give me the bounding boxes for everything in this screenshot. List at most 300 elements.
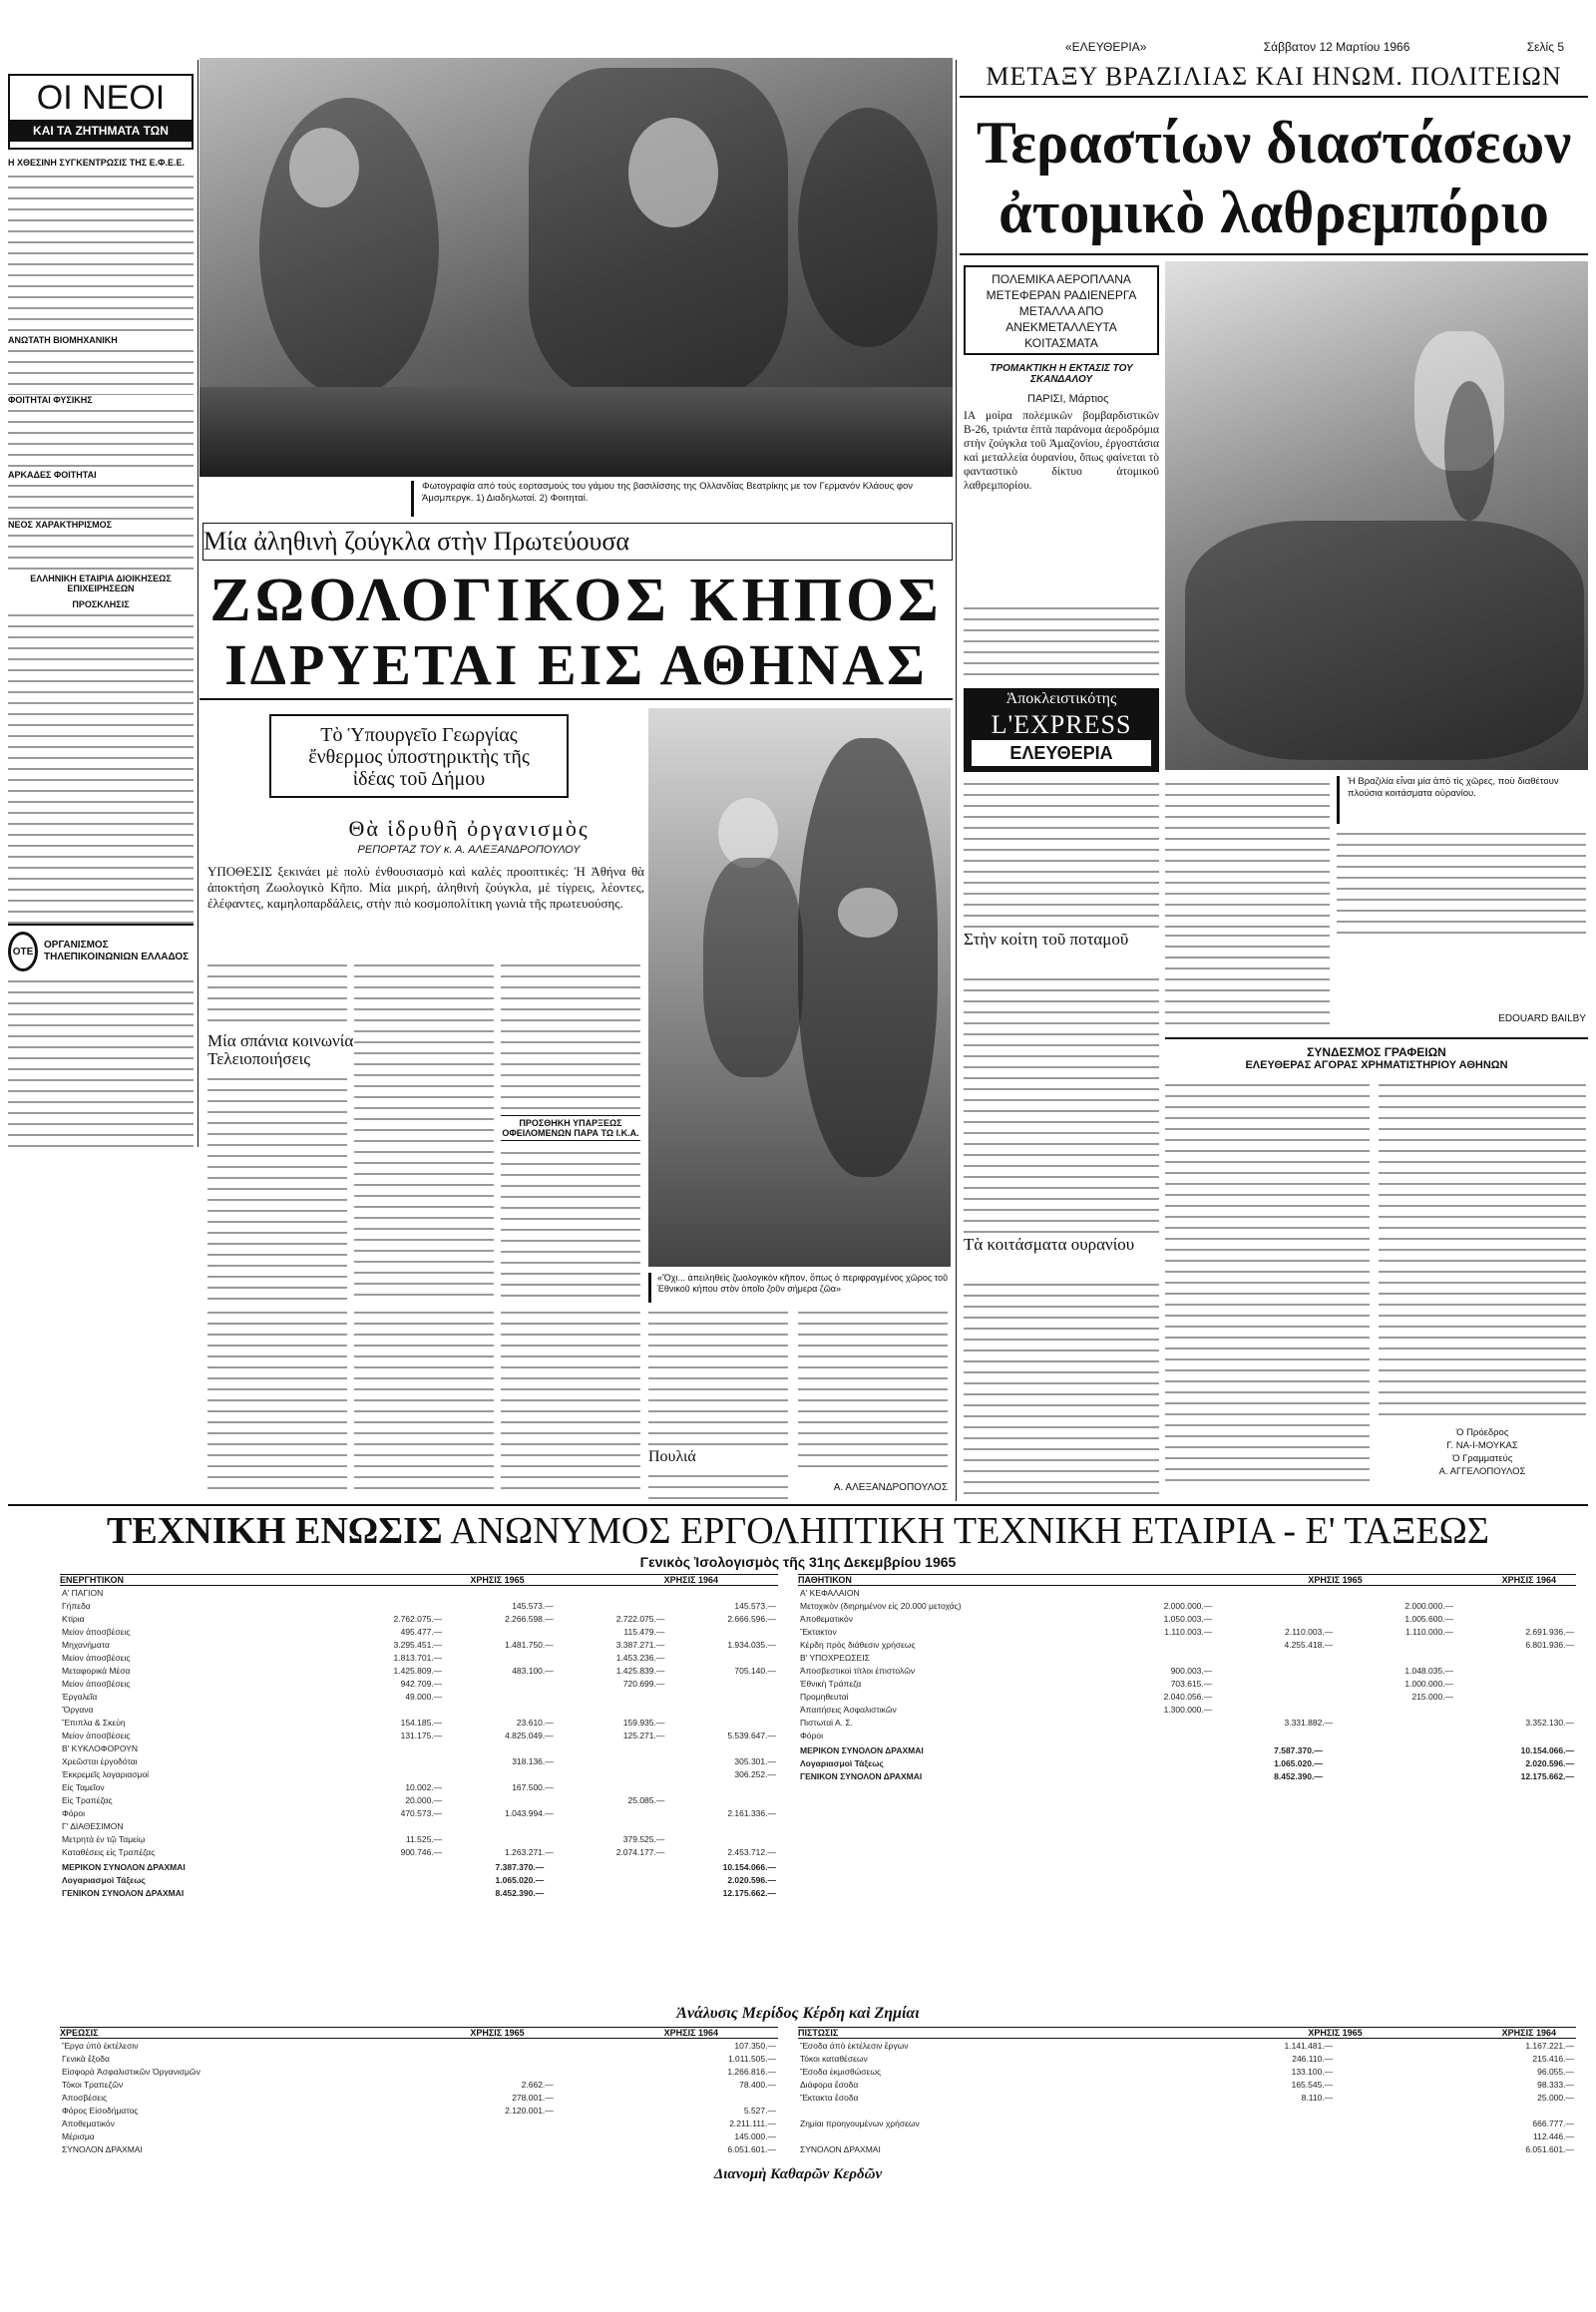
- liab-row-value: 4.255.418.—: [1284, 1639, 1334, 1650]
- asset-row-value: 1.934.035.—: [727, 1639, 776, 1650]
- liab-row-value: 1.110.000.—: [1405, 1626, 1454, 1637]
- asset-row-value: [333, 1767, 445, 1780]
- asset-row: [60, 1780, 778, 1793]
- debit-row: [60, 2052, 778, 2065]
- debit-row: [60, 2129, 778, 2142]
- asset-row-label: Γ' ΔΙΑΘΕΣΙΜΟΝ: [62, 1820, 124, 1831]
- liab-row-label: Ἀποθεματικὸν: [800, 1613, 853, 1624]
- liab-row: [798, 1586, 1576, 1599]
- brazil-col-6: [1165, 930, 1330, 1029]
- asset-row-value: [444, 1677, 556, 1690]
- asset-row-value: 154.185.—: [400, 1717, 443, 1728]
- brazil-col-5: [964, 1279, 1159, 1498]
- asset-row: [60, 1716, 778, 1729]
- liab-row-value: [1214, 1703, 1335, 1716]
- asset-row-label: Χρεῶσται ἐργοδόται: [62, 1755, 138, 1766]
- youth-section-5: ΕΛΛΗΝΙΚΗ ΕΤΑΙΡΙΑ ΔΙΟΙΚΗΣΕΩΣ ΕΠΙΧΕΙΡΗΣΕΩΝ: [30, 574, 172, 593]
- debit-header: [60, 2027, 778, 2039]
- debit-row-value: 6.051.601.—: [727, 2143, 776, 2154]
- debit-row: [60, 2065, 778, 2078]
- liab-row-value: [1214, 1677, 1335, 1690]
- asset-row-value: [666, 1586, 778, 1599]
- brazil-headline-2: ἀτομικὸ λαθρεμπόριο: [998, 180, 1549, 245]
- liab-row-value: [1214, 1651, 1335, 1664]
- asset-row-value: 1.263.271.—: [505, 1846, 554, 1857]
- asset-row-value: [556, 1703, 667, 1716]
- asset-row-label: Β' ΚΥΚΛΟΦΟΡΟΥΝ: [62, 1742, 138, 1753]
- asset-row-value: 2.722.075.—: [615, 1613, 665, 1624]
- liab-row-value: [1214, 1664, 1335, 1677]
- liab-row-value: [1093, 1716, 1214, 1729]
- debit-row-label: Εἰσφορὰ Ἀσφαλιστικῶν Ὀργανισμῶν: [62, 2066, 200, 2077]
- asset-row-value: [556, 1754, 667, 1767]
- liab-row-label: Μετοχικὸν (διηρημένον εἰς 20.000 μετοχάς): [800, 1600, 962, 1611]
- zoo-col-6: [207, 1307, 347, 1496]
- asset-row-value: 306.252.—: [734, 1768, 776, 1779]
- liab-row-value: [1335, 1651, 1455, 1664]
- asset-row-label: Μείον ἀποσβέσεις: [62, 1626, 131, 1637]
- liab-total-row-value: 2.020.596.—: [1525, 1757, 1574, 1768]
- debit-row: [60, 2117, 778, 2129]
- liab-row: [798, 1716, 1576, 1729]
- zoo-subhead: Θὰ ἱδρυθῆ ὀργανισμὸς: [348, 816, 590, 841]
- asset-row-value: [444, 1741, 556, 1754]
- liab-row-value: 2.110.003.—: [1285, 1626, 1334, 1637]
- credit-rows: [798, 2039, 1576, 2155]
- asset-row-value: 705.140.—: [734, 1665, 776, 1676]
- mine-caption: Ἡ Βραζιλία εἶναι μία ἀπὸ τὶς χῶρες, ποὺ διαθέτουν πλούσια κοιτάσματα οὐρανίου.: [1337, 776, 1586, 824]
- asset-row: [60, 1651, 778, 1664]
- liab-row-value: [1093, 1638, 1214, 1651]
- liab-row-value: [1455, 1612, 1576, 1625]
- asset-row-value: [444, 1703, 556, 1716]
- debit-table: [60, 2027, 778, 2155]
- liab-row-value: [1335, 1716, 1455, 1729]
- debit-row-value: 107.350.—: [734, 2040, 776, 2051]
- liab-row-label: Ἔκτακτον: [800, 1626, 837, 1637]
- asset-row-value: [666, 1741, 778, 1754]
- liab-total-row-label: ΜΕΡΙΚΟΝ ΣΥΝΟΛΟΝ ΔΡΑΧΜΑΙ: [800, 1744, 924, 1755]
- zoo-col-1: [207, 960, 347, 1027]
- youth-section-3: ΑΡΚΑΔΕΣ ΦΟΙΤΗΤΑΙ: [8, 470, 97, 480]
- asset-total-row-value: 12.175.662.—: [722, 1887, 776, 1898]
- express-logo: [964, 688, 1159, 772]
- zoo-headline-1: ΖΩΟΛΟΓΙΚΟΣ ΚΗΠΟΣ: [209, 567, 943, 634]
- zoo-col-5: [798, 1307, 948, 1476]
- child-goat-photo: [648, 708, 951, 1267]
- asset-row-label: Εἰς Ταμεῖον: [62, 1781, 105, 1792]
- liab-total-row-label: ΓΕΝΙΚΟΝ ΣΥΝΟΛΟΝ ΔΡΑΧΜΑΙ: [800, 1770, 923, 1781]
- zoo-section-1b: Τελειοποιήσεις: [207, 1049, 310, 1068]
- asset-row-value: 2.074.177.—: [615, 1846, 665, 1857]
- youth-text-2: [8, 345, 194, 395]
- liab-row-value: 3.331.882.—: [1284, 1717, 1334, 1728]
- asset-row-value: 720.699.—: [622, 1678, 665, 1689]
- asset-total-row-value: 1.065.020.—: [495, 1874, 545, 1885]
- asset-row: [60, 1806, 778, 1819]
- credit-row-value: 165.545.—: [1291, 2079, 1334, 2090]
- zoo-lead: [207, 864, 644, 912]
- debit-row: [60, 2104, 778, 2117]
- asset-row-value: [333, 1754, 445, 1767]
- balance-top-rule: [8, 1504, 1588, 1506]
- liab-row-value: 1.005.600.—: [1404, 1613, 1454, 1624]
- asset-row-value: 23.610.—: [516, 1717, 554, 1728]
- liab-row: [798, 1664, 1576, 1677]
- brazil-col-1: [964, 602, 1159, 682]
- masthead: [1065, 40, 1564, 56]
- brazil-sub: ΤΡΟΜΑΚΤΙΚΗ Η ΕΚΤΑΣΙΣ ΤΟΥ ΣΚΑΝΔΑΛΟΥ: [990, 363, 1133, 385]
- brazil-dateline: ΠΑΡΙΣΙ, Μάρτιος: [1027, 393, 1109, 405]
- credit-row-label: Ἔσοδα ἀπὸ ἐκτέλεσιν ἔργων: [800, 2040, 909, 2051]
- asset-row-value: 5.539.647.—: [727, 1730, 776, 1740]
- debit-row-value: 78.400.—: [739, 2079, 776, 2090]
- youth-header: [8, 74, 194, 150]
- debit-row-value: [333, 2052, 556, 2065]
- asset-row: [60, 1586, 778, 1599]
- youth-section-1: ΑΝΩΤΑΤΗ ΒΙΟΜΗΧΑΝΙΚΗ: [8, 335, 118, 345]
- liab-total-row-label: Λογαριασμοὶ Τάξεως: [800, 1757, 884, 1768]
- asset-row-value: [666, 1832, 778, 1845]
- asset-row-label: Καταθέσεις εἰς Τραπέζας: [62, 1846, 156, 1857]
- youth-section-4: ΝΕΟΣ ΧΑΡΑΚΤΗΡΙΣΜΟΣ: [8, 520, 113, 530]
- zoo-col-2: [354, 960, 494, 1303]
- youth-text-5: [8, 530, 194, 574]
- asset-row-value: 3.387.271.—: [615, 1639, 665, 1650]
- asset-row-label: Γήπεδα: [62, 1600, 91, 1611]
- debit-year-1965: ΧΡΗΣΙΣ 1965: [470, 2028, 525, 2038]
- liab-row: [798, 1690, 1576, 1703]
- liab-row-value: 3.352.130.—: [1525, 1717, 1574, 1728]
- debit-row-value: 1.266.816.—: [727, 2066, 776, 2077]
- liab-row-value: [1455, 1729, 1576, 1741]
- liab-row-value: [1455, 1703, 1576, 1716]
- association-sign-1: Ὁ Πρόεδρος: [1455, 1427, 1509, 1438]
- liab-row-value: [1214, 1690, 1335, 1703]
- brazil-box: ΠΟΛΕΜΙΚΑ ΑΕΡΟΠΛΑΝΑ ΜΕΤΕΦΕΡΑΝ ΡΑΔΙΕΝΕΡΓΑ ΜΕΤΑΛΛΑ ΑΠΟ ΑΝΕΚΜΕΤΑΛΛΕΥΤΑ ΚΟΙΤΑΣΜΑΤΑ: [964, 265, 1159, 355]
- asset-row-value: [666, 1780, 778, 1793]
- liab-row-label: Ἀποσβεστικοὶ τίτλοι ἐπιστολῶν: [800, 1665, 916, 1676]
- zoo-section-3: Πουλιά: [648, 1448, 696, 1465]
- association-col-2: [1379, 1079, 1586, 1418]
- asset-row-value: 2.762.075.—: [393, 1613, 443, 1624]
- asset-row-label: Α' ΠΑΓΙΟΝ: [62, 1587, 104, 1598]
- brazil-col-2: [1165, 778, 1330, 928]
- youth-text-6: [8, 609, 194, 924]
- liab-row-value: [1093, 1651, 1214, 1664]
- liab-row-label: Α' ΚΕΦΑΛΑΙΟΝ: [800, 1587, 860, 1598]
- asset-row-value: [333, 1703, 445, 1716]
- debit-row-label: Φόρος Εἰσοδήματος: [62, 2105, 139, 2116]
- credit-header-label: ΠΙΣΤΩΣΙΣ: [798, 2028, 839, 2038]
- debit-row: [60, 2091, 778, 2104]
- zoo-kicker: Μία ἀληθινὴ ζούγκλα στὴν Πρωτεύουσα: [202, 523, 953, 561]
- asset-total-row: [60, 1873, 778, 1886]
- liab-row-value: 2.000.000.—: [1404, 1600, 1454, 1611]
- brazil-col-3: [964, 778, 1159, 928]
- debit-row-value: 145.000.—: [734, 2130, 776, 2141]
- liab-row-value: [1214, 1729, 1335, 1741]
- liab-total-row: [798, 1769, 1576, 1782]
- credit-row: [798, 2129, 1576, 2142]
- asset-total-row-value: 7.387.370.—: [495, 1861, 545, 1872]
- credit-row-value: 96.055.—: [1537, 2066, 1574, 2077]
- masthead-page: Σελίς 5: [1526, 40, 1564, 54]
- asset-row-value: [333, 1741, 445, 1754]
- liab-row-label: Ἐθνικὴ Τράπεζα: [800, 1678, 862, 1689]
- asset-row-value: 2.453.712.—: [727, 1846, 776, 1857]
- asset-row-value: 1.813.701.—: [393, 1652, 443, 1663]
- balance-title-b: ΑΝΩΝΥΜΟΣ ΕΡΓΟΛΗΠΤΙΚΗ ΤΕΧΝΙΚΗ ΕΤΑΙΡΙΑ - Ε' ΤΑΞΕΩΣ: [450, 1510, 1489, 1552]
- liab-row: [798, 1729, 1576, 1741]
- debit-row-value: 2.120.001.—: [505, 2105, 554, 2116]
- asset-row-value: [444, 1625, 556, 1638]
- liab-row-value: [1455, 1599, 1576, 1612]
- liab-row-value: 900.003.—: [1170, 1665, 1213, 1676]
- asset-row: [60, 1832, 778, 1845]
- credit-row: [798, 2039, 1576, 2052]
- liab-year-1964: ΧΡΗΣΙΣ 1964: [1501, 1575, 1556, 1585]
- assets-year-1965: ΧΡΗΣΙΣ 1965: [470, 1575, 525, 1585]
- debit-row-value: [333, 2142, 556, 2155]
- asset-row-value: 1.425.839.—: [615, 1665, 665, 1676]
- credit-row: [798, 2104, 1576, 2117]
- asset-row-label: Μετρητὰ ἐν τῷ Ταμείῳ: [62, 1833, 146, 1844]
- asset-row-label: Εἰς Τραπέζας: [62, 1794, 113, 1805]
- liab-row: [798, 1651, 1576, 1664]
- debit-row-value: [333, 2039, 556, 2052]
- association-sign-2: Γ. ΝΑ-Ι-ΜΟΥΚΑΣ: [1446, 1440, 1518, 1451]
- asset-total-row-label: ΜΕΡΙΚΟΝ ΣΥΝΟΛΟΝ ΔΡΑΧΜΑΙ: [62, 1861, 186, 1872]
- zoo-byline: ΡΕΠΟΡΤΑΖ ΤΟΥ κ. Α. ΑΛΕΞΑΝΔΡΟΠΟΥΛΟΥ: [357, 844, 581, 856]
- asset-row-label: Μείον ἀποσβέσεις: [62, 1730, 131, 1740]
- asset-row-value: 1.481.750.—: [505, 1639, 554, 1650]
- youth-subtitle: ΚΑΙ ΤΑ ΖΗΤΗΜΑΤΑ ΤΩΝ: [10, 120, 192, 142]
- asset-row-value: [556, 1599, 667, 1612]
- liab-year-1965: ΧΡΗΣΙΣ 1965: [1308, 1575, 1363, 1585]
- credit-row-label: Ζημίαι προηγουμένων χρήσεων: [800, 2118, 920, 2128]
- credit-row-value: [1093, 2129, 1335, 2142]
- debit-row-label: ΣΥΝΟΛΟΝ ΔΡΑΧΜΑΙ: [62, 2143, 143, 2154]
- asset-row-label: Ἐκκρεμεῖς λογαριασμοί: [62, 1768, 150, 1779]
- asset-row-value: 942.709.—: [400, 1678, 443, 1689]
- liab-row-label: Β' ΥΠΟΧΡΕΩΣΕΙΣ: [800, 1652, 870, 1663]
- debit-row-value: 2.211.111.—: [729, 2118, 776, 2128]
- center-divider: [956, 60, 957, 1501]
- association-col-1: [1165, 1079, 1370, 1490]
- zoo-col-4: [648, 1307, 788, 1446]
- liab-row-label: Ἀπαιτήσεις Ἀσφαλιστικῶν: [800, 1704, 897, 1715]
- masthead-date: Σάββατον 12 Μαρτίου 1966: [1263, 40, 1410, 54]
- asset-row-value: 318.136.—: [512, 1755, 554, 1766]
- ote-logo: ΟΤΕ: [8, 932, 38, 971]
- assets-rows: [60, 1586, 778, 1858]
- debit-row-label: Γενικὰ ἔξοδα: [62, 2053, 110, 2064]
- asset-total-row: [60, 1860, 778, 1873]
- asset-row-value: [666, 1793, 778, 1806]
- debit-row-label: Ἀποσβέσεις: [62, 2092, 108, 2103]
- liab-row-value: 1.048.035.—: [1404, 1665, 1454, 1676]
- debit-year-1964: ΧΡΗΣΙΣ 1964: [663, 2028, 718, 2038]
- assets-header-label: ΕΝΕΡΓΗΤΙΚΟΝ: [60, 1575, 125, 1585]
- zoo-section-1: Μία σπάνια κοινωνία: [207, 1031, 354, 1050]
- debit-row-value: [556, 2091, 778, 2104]
- credit-row-label: Ἔκτακτα ἔσοδα: [800, 2092, 859, 2103]
- brazil-headline-1: Τεραστίων διαστάσεων: [976, 110, 1572, 176]
- asset-total-row-value: 2.020.596.—: [727, 1874, 776, 1885]
- zoo-col-1b: [207, 1073, 347, 1303]
- debit-row-value: 5.527.—: [743, 2105, 776, 2116]
- asset-row-value: 470.573.—: [400, 1807, 443, 1818]
- liab-rows: [798, 1586, 1576, 1741]
- credit-row: [798, 2117, 1576, 2129]
- liab-row-value: 703.615.—: [1170, 1678, 1213, 1689]
- asset-row-value: [333, 1586, 445, 1599]
- credit-row-value: 25.000.—: [1537, 2092, 1574, 2103]
- zoo-lead-text: ΥΠΟΘΕΣΙΣ ξεκινάει μὲ πολὺ ἐνθουσιασμὸ καὶ καλὲς προοπτικές: Ἡ Ἀθήνα θὰ ἀποκτήση Ζωολογικὸ Κῆπο. Μία μικρή, ἀληθινὴ ζούγκλα, μὲ τίγρεις, λέοντες, ἐλέφαντες, καμηλοπαρδάλεις, στὴν πιὸ κοσμοπολίτικη γωνιὰ τῆς πρωτευούσης.: [207, 864, 644, 911]
- asset-row: [60, 1638, 778, 1651]
- credit-year-1965: ΧΡΗΣΙΣ 1965: [1308, 2028, 1363, 2038]
- asset-row-value: [444, 1793, 556, 1806]
- credit-row-label: Ἔσοδα ἐκμισθώσεως: [800, 2066, 882, 2077]
- liab-row-value: 215.000.—: [1411, 1691, 1454, 1702]
- asset-row-value: [666, 1677, 778, 1690]
- asset-row-value: 483.100.—: [512, 1665, 554, 1676]
- debit-row-label: Ἔργα ὑπὸ ἐκτέλεσιν: [62, 2040, 139, 2051]
- debit-rows: [60, 2039, 778, 2155]
- asset-total-row-value: 10.154.066.—: [722, 1861, 776, 1872]
- assets-table: [60, 1574, 778, 1899]
- asset-row-value: [666, 1690, 778, 1703]
- liab-row-value: [1455, 1651, 1576, 1664]
- brazil-section-5: Τὰ κοιτάσματα ουρανίου: [964, 1235, 1135, 1254]
- association-sign-3: Ὁ Γραμματεύς: [1451, 1453, 1513, 1464]
- credit-row-value: 6.051.601.—: [1525, 2143, 1574, 2154]
- youth-section-6: ΠΡΟΣΚΛΗΣΙΣ: [72, 599, 130, 609]
- asset-row-value: 1.043.994.—: [505, 1807, 554, 1818]
- zoo-box: Τὸ Ὑπουργεῖο Γεωργίας ἔνθερμος ὑποστηρικτὴς τῆς ἰδέας τοῦ Δήμου: [269, 714, 569, 798]
- asset-row-value: [666, 1703, 778, 1716]
- credit-row-value: 666.777.—: [1532, 2118, 1574, 2128]
- youth-lead: Η ΧΘΕΣΙΝΗ ΣΥΓΚΕΝΤΡΩΣΙΣ ΤΗΣ Ε.Φ.Ε.Ε.: [8, 158, 186, 168]
- balance-subtitle: Γενικὸς Ἰσολογισμὸς τῆς 31ης Δεκεμβρίου 1965: [639, 1554, 957, 1570]
- credit-header: [798, 2027, 1576, 2039]
- association-title-2: ΕΛΕΥΘΕΡΑΣ ΑΓΟΡΑΣ ΧΡΗΜΑΤΙΣΤΗΡΙΟΥ ΑΘΗΝΩΝ: [1245, 1059, 1508, 1071]
- debit-row: [60, 2142, 778, 2155]
- asset-row: [60, 1690, 778, 1703]
- liab-row-value: 1.110.003.—: [1164, 1626, 1213, 1637]
- credit-row-value: [1093, 2104, 1335, 2117]
- pl-title: Ἀνάλυσις Μερίδος Κέρδη καὶ Ζημίαι: [676, 2005, 920, 2022]
- asset-row: [60, 1664, 778, 1677]
- liab-row-label: Φόροι: [800, 1730, 823, 1740]
- zoo-col-8: [501, 1307, 640, 1496]
- ote-title: ΟΡΓΑΝΙΣΜΟΣ ΤΗΛΕΠΙΚΟΙΝΩΝΙΩΝ ΕΛΛΑΔΟΣ: [43, 940, 190, 963]
- asset-row-value: [556, 1806, 667, 1819]
- credit-row-label: Τόκοι καταθέσεων: [800, 2053, 868, 2064]
- credit-row-label: [798, 2104, 1093, 2117]
- assets-year-1964: ΧΡΗΣΙΣ 1964: [663, 1575, 718, 1585]
- express-logo-line-3: ΕΛΕΥΘΕΡΙΑ: [972, 740, 1151, 766]
- zoo-col-4b: [648, 1470, 788, 1500]
- asset-row: [60, 1703, 778, 1716]
- asset-total-row: [60, 1886, 778, 1899]
- debit-row-value: [333, 2129, 556, 2142]
- liab-row-value: 1.050.003.—: [1163, 1613, 1213, 1624]
- liab-total-row: [798, 1756, 1576, 1769]
- asset-total-row-value: 8.452.390.—: [495, 1887, 545, 1898]
- asset-row: [60, 1599, 778, 1612]
- asset-row-value: 11.525.—: [405, 1833, 443, 1844]
- liab-row-label: Κέρδη πρὸς διάθεσιν χρήσεως: [800, 1639, 916, 1650]
- asset-row: [60, 1793, 778, 1806]
- balance-title-a: ΤΕΧΝΙΚΗ ΕΝΩΣΙΣ: [107, 1510, 443, 1552]
- zoo-col-7: [354, 1307, 494, 1496]
- asset-row-value: [556, 1780, 667, 1793]
- asset-row-value: [333, 1819, 445, 1832]
- brazil-lead: ΙΑ μοίρα πολεμικῶν βομβαρδιστικῶν Β-26, τριάντα ἑπτὰ παράνομα ἀεροδρόμια στὴν ζούγκλα τοῦ Ἀμαζονίου, ἐργοστάσια καὶ μεταλλεία ὀυρανίου, ὅπως φαίνεται τὸ φανταστικὸ δίκτυο ἀτομικοῦ λαθρεμπορίου.: [964, 410, 1159, 492]
- asset-row: [60, 1729, 778, 1741]
- debit-row-label: Ἀποθεματικόν: [62, 2118, 115, 2128]
- asset-row-value: [444, 1819, 556, 1832]
- brazil-col-7: [1337, 828, 1586, 938]
- association-signatures: [1379, 1426, 1586, 1478]
- asset-row-label: Μηχανήματα: [62, 1639, 110, 1650]
- liab-row-value: [1214, 1599, 1335, 1612]
- zoo-photo-caption: «Ὄχι... ἀπειληθεὶς ζωολογικὸν κῆπον, ὅπως ὁ περιφραγμένος χῶρος τοῦ Ἐθνικοῦ κήπου στὸν ὁποῖο ζοῦν σήμερα ζῶα»: [648, 1273, 951, 1303]
- debit-row-value: 278.001.—: [512, 2092, 554, 2103]
- asset-row-value: 20.000.—: [405, 1794, 443, 1805]
- liab-row-label: Προμηθευταί: [800, 1691, 849, 1702]
- liab-total-row-value: 8.452.390.—: [1274, 1770, 1323, 1781]
- liab-row: [798, 1677, 1576, 1690]
- credit-row: [798, 2065, 1576, 2078]
- express-logo-line-1: Ἀποκλειστικότης: [1005, 690, 1117, 707]
- asset-row-value: 2.161.336.—: [727, 1807, 776, 1818]
- asset-total-row-label: ΓΕΝΙΚΟΝ ΣΥΝΟΛΟΝ ΔΡΑΧΜΑΙ: [62, 1887, 185, 1898]
- riot-caption: Φωτογραφία από τούς εορτασμούς του γάμου της βασιλίσσης της Ολλανδίας Βεατρίκης με τον Γερμανόν Κλάους φον Άμσμπεργκ. 1) Διαδηλωταί. 2) Φοιτηταί.: [411, 481, 961, 517]
- liab-row: [798, 1625, 1576, 1638]
- asset-row-value: 145.573.—: [734, 1600, 776, 1611]
- asset-row-value: 159.935.—: [622, 1717, 665, 1728]
- credit-row-value: 98.333.—: [1537, 2079, 1574, 2090]
- liab-totals: [798, 1743, 1576, 1782]
- debit-row-label: Μέρισμα: [62, 2130, 95, 2141]
- balance-title: [8, 1508, 1588, 1554]
- debit-row-value: [333, 2065, 556, 2078]
- credit-row-value: 215.416.—: [1532, 2053, 1574, 2064]
- asset-row-value: 167.500.—: [512, 1781, 554, 1792]
- riot-photo: [200, 58, 953, 477]
- credit-row-label: ΣΥΝΟΛΟΝ ΔΡΑΧΜΑΙ: [800, 2143, 881, 2154]
- liab-row-value: [1455, 1664, 1576, 1677]
- credit-row-value: 8.110.—: [1301, 2092, 1334, 2103]
- liab-row-value: [1455, 1690, 1576, 1703]
- youth-text-4: [8, 480, 194, 520]
- credit-table: [798, 2027, 1576, 2155]
- credit-row-label: [798, 2129, 1093, 2142]
- asset-row-value: [556, 1586, 667, 1599]
- asset-row-value: [444, 1690, 556, 1703]
- credit-row-value: 1.141.481.—: [1284, 2040, 1334, 2051]
- liab-row-value: 6.801.936.—: [1525, 1639, 1574, 1650]
- debit-row-value: 1.011.505.—: [727, 2053, 776, 2064]
- liab-total-row: [798, 1743, 1576, 1756]
- debit-row-value: 2.662.—: [521, 2079, 554, 2090]
- asset-row-value: 125.271.—: [622, 1730, 665, 1740]
- asset-row-value: [666, 1651, 778, 1664]
- liab-total-row-value: 10.154.066.—: [1520, 1744, 1574, 1755]
